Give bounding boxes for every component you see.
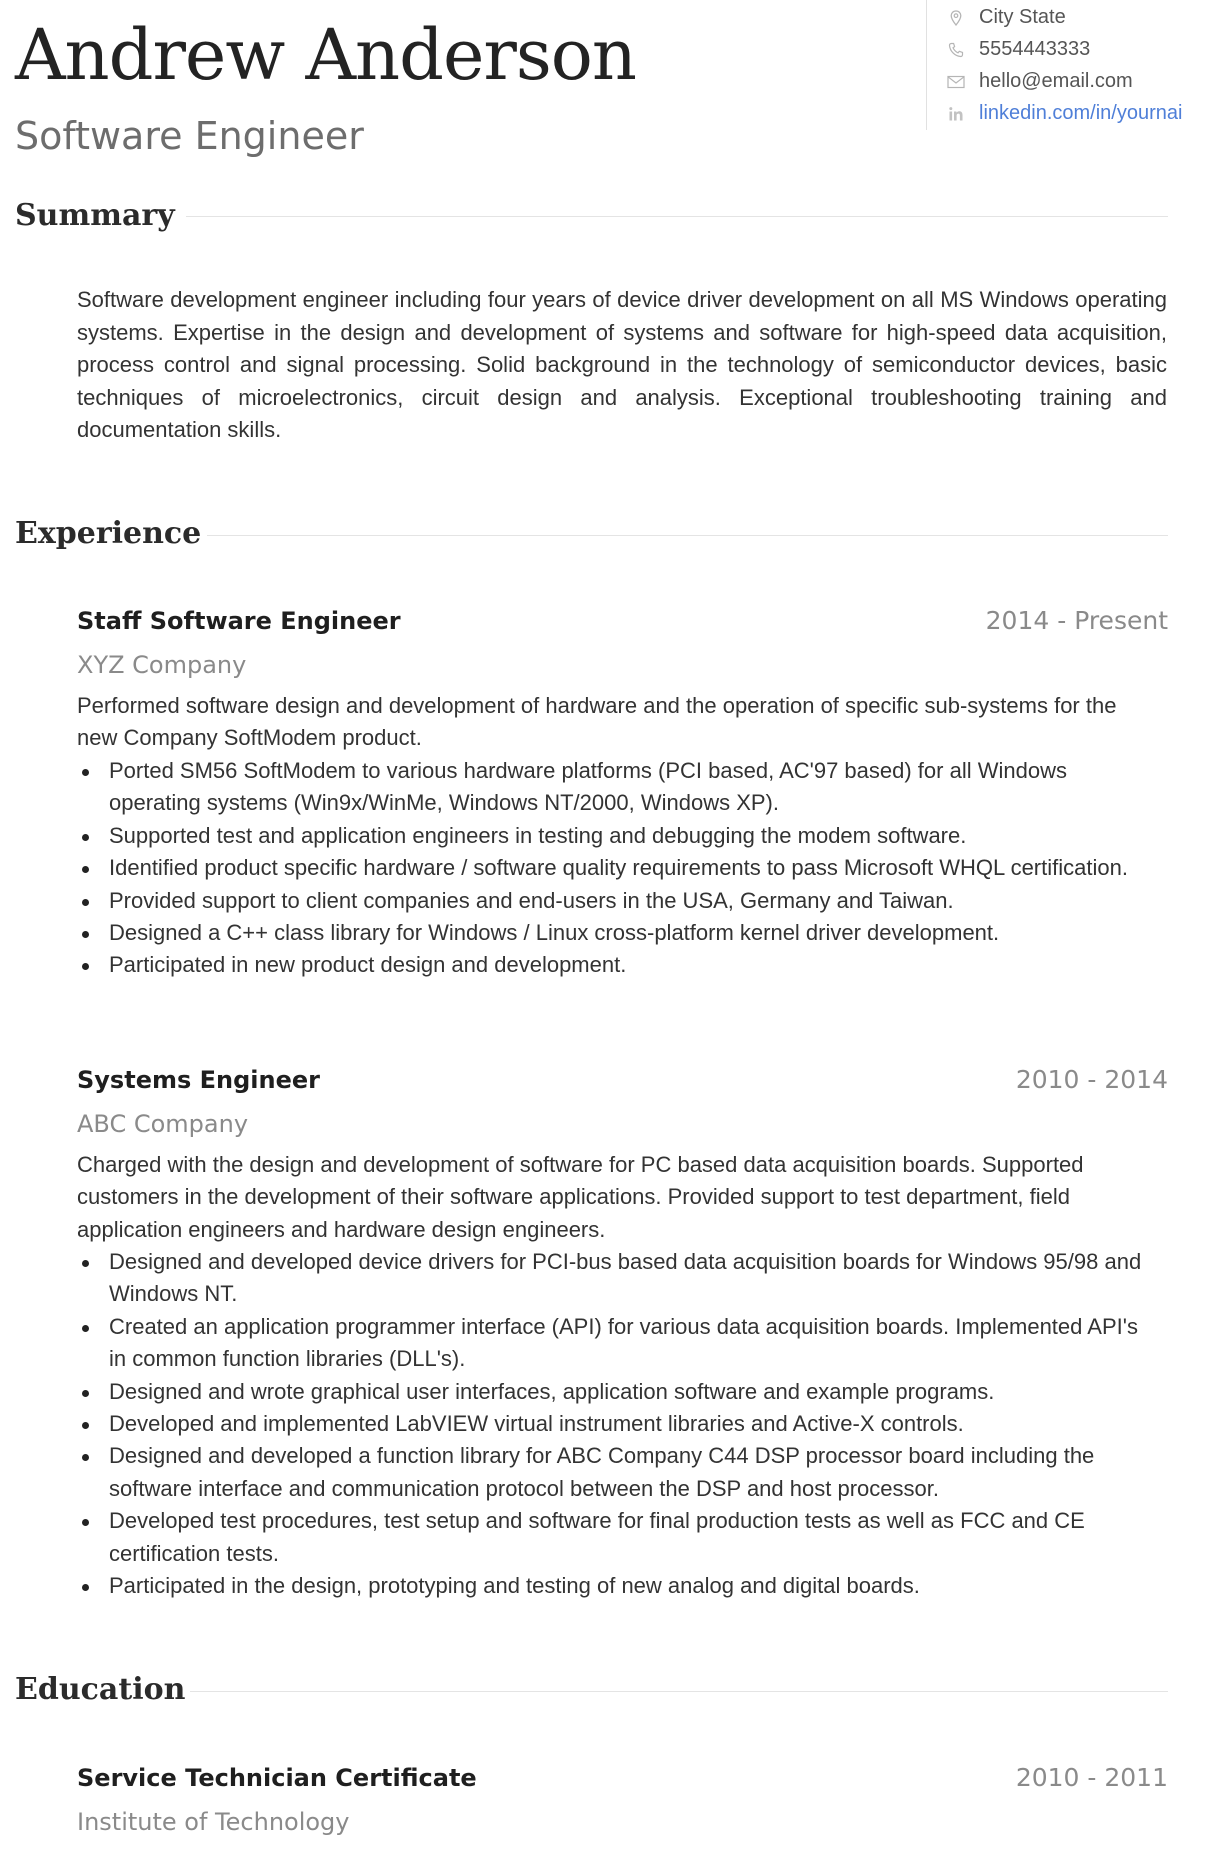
contact-phone — [947, 38, 1090, 61]
linkedin-icon — [947, 105, 965, 123]
education-dates: 2010 - 2011 — [1015, 1763, 1168, 1792]
list-item: Developed and implemented LabVIEW virtual instrument libraries and Active-X controls. — [77, 1408, 1157, 1440]
job-description: Charged with the design and development of software for PC based data acquisition boards. Supported customers in the development of their software applications. Provided support to test department, field application engineers and hardware design engineers. — [77, 1152, 1084, 1242]
experience-heading: Experience — [15, 516, 202, 551]
education-divider — [190, 1691, 1168, 1692]
company-name: XYZ Company — [77, 651, 247, 679]
summary-divider — [186, 216, 1168, 217]
job-dates: 2014 - Present — [985, 606, 1168, 635]
summary-text: Software development engineer including four years of device driver development on all MS Windows operating systems. Expertise in the design and development of systems and software for high-speed data acquisition, process control and signal processing. Solid background in the technology of semiconductor devices, basic techniques of microelectronics, circuit design and analysis. Exceptional troubleshooting training and documentation skills. — [77, 287, 1167, 443]
company-name: ABC Company — [77, 1110, 249, 1138]
experience-divider — [207, 535, 1168, 536]
list-item: Provided support to client companies and end-users in the USA, Germany and Taiwan. — [77, 885, 1157, 917]
school-name: Institute of Technology — [77, 1808, 350, 1836]
list-item: Participated in the design, prototyping and testing of new analog and digital boards. — [77, 1570, 1157, 1602]
job-title: Systems Engineer — [77, 1066, 320, 1094]
linkedin-link[interactable]: linkedin.com/in/yournai — [979, 102, 1183, 124]
education-heading: Education — [15, 1672, 186, 1707]
list-item: Designed and developed device drivers for PCI-bus based data acquisition boards for Windows 95/98 and Windows NT. — [77, 1246, 1157, 1311]
candidate-name: Andrew Anderson — [15, 14, 636, 96]
list-item: Designed a C++ class library for Windows / Linux cross-platform kernel driver development. — [77, 917, 1157, 949]
list-item: Ported SM56 SoftModem to various hardware platforms (PCI based, AC'97 based) for all Windows operating systems (Win9x/WinMe, Windows NT/2000, Windows XP). — [77, 755, 1157, 820]
job-description: Performed software design and development of hardware and the operation of specific sub-systems for the new Company SoftModem product. — [77, 693, 1117, 751]
map-pin-icon — [947, 9, 965, 27]
list-item: Developed test procedures, test setup and software for final production tests as well as FCC and CE certification tests. — [77, 1505, 1157, 1570]
phone-icon — [947, 41, 965, 59]
candidate-role: Software Engineer — [15, 114, 364, 158]
list-item: Created an application programmer interface (API) for various data acquisition boards. Implemented API's in common function libraries (DLL's). — [77, 1311, 1157, 1376]
summary-heading: Summary — [15, 198, 175, 233]
job-bullet-list — [77, 755, 1157, 982]
location-text: City State — [979, 6, 1066, 28]
email-text[interactable]: hello@email.com — [979, 70, 1133, 92]
job-dates: 2010 - 2014 — [1015, 1065, 1168, 1094]
list-item: Designed and wrote graphical user interfaces, application software and example programs. — [77, 1376, 1157, 1408]
contact-location — [947, 6, 1066, 29]
list-item: Designed and developed a function library for ABC Company C44 DSP processor board including the software interface and communication protocol between the DSP and host processor. — [77, 1440, 1157, 1505]
contact-panel — [926, 0, 1206, 130]
contact-linkedin[interactable] — [947, 102, 1182, 125]
degree-title: Service Technician Certificate — [77, 1764, 477, 1792]
job-bullet-list — [77, 1246, 1157, 1602]
contact-email[interactable] — [947, 70, 1133, 93]
list-item: Identified product specific hardware / software quality requirements to pass Microsoft WHQL certification. — [77, 852, 1157, 884]
list-item: Supported test and application engineers in testing and debugging the modem software. — [77, 820, 1157, 852]
job-title: Staff Software Engineer — [77, 607, 401, 635]
list-item: Participated in new product design and development. — [77, 949, 1157, 981]
phone-text: 5554443333 — [979, 38, 1091, 60]
envelope-icon — [947, 73, 965, 91]
